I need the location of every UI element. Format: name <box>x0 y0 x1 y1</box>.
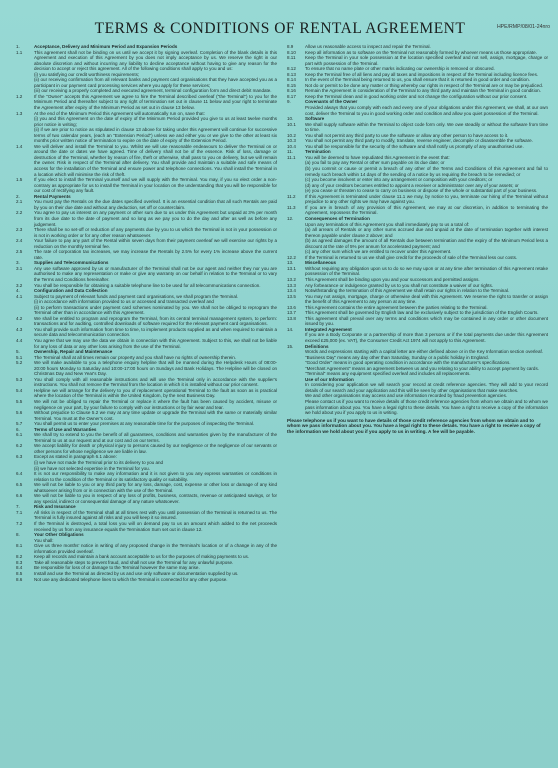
clause-number: 2.5 <box>16 249 23 255</box>
clause-text: Rental Payments <box>34 193 71 199</box>
clause-text: Subject to payment of relevant funds and payment card organisations, we shall program the Terminal. <box>34 293 239 299</box>
clause-number: 11.1 <box>287 154 296 160</box>
clause-text: (d) any of your creditors becomes entitled to appoint a receiver or administrator over any of your assets; or <box>305 182 519 188</box>
clause-text: You agree that we may use the data we obtain in connection with this Agreement. Subject to this, we shall not be liable for any loss of data or any other loss arising from the use of the Terminal. <box>34 337 277 349</box>
clause-number: 6.1 <box>16 432 23 438</box>
clause-number: 2.4 <box>16 238 23 244</box>
clause-item <box>16 471 277 482</box>
clause-text: (ii) our receiving confirmation from all relevant banks and payment card organisations that they have accepted you as a participant in our payment card processing services where you apply for these services; <box>34 77 277 88</box>
clause-number: 8.2 <box>16 554 23 560</box>
clause-item <box>16 116 277 127</box>
clause-text: We will not be obliged to repair the Terminal or replace it where the fault has been caused by accident, misuse or negligence on your part, by your failure to comply with our instructions or by fair wear and tear. <box>34 399 277 410</box>
clause-number: 8.17 <box>287 93 296 99</box>
clause-item <box>16 199 277 210</box>
clause-number: 6. <box>16 426 20 432</box>
clause-number: 5.7 <box>16 421 23 427</box>
clause-text: If you are in breach of any provision of this Agreement, we may at our discretion, in addition to terminating the Agreement, repossess the Terminal. <box>305 204 548 216</box>
clause-text: (b) you commit or cause or permit a breach of any other of the Terms and Conditions of this Agreement and fail to remedy such breach within 14 days of the sending of a notice by us requiring the breach to be remedied; or <box>305 166 548 177</box>
clause-text: (ii) if we are prior to notice as stipulated in clause 13 above for taking under this Agreement will continue for successive terms of two calendar years, (each an "Extension Period") unless we and either you or we give to the other at least six months prior written notice of termination to expire on the date of expiry of the Extension Period. <box>34 127 277 144</box>
clause-number: 8.5 <box>16 570 23 576</box>
clause-item <box>287 55 548 66</box>
clause-text: Integrated Agreement <box>305 326 352 332</box>
clause-number: 8.13 <box>287 71 296 77</box>
clause-number: 8. <box>16 532 20 538</box>
clause-text: You shall not permit any third party to modify, translate, reverse engineer, decompile or disassemble the software. <box>305 138 533 144</box>
clause-number: 10.2 <box>287 132 296 138</box>
clause-number: 9. <box>287 99 291 105</box>
clause-text: This Agreement contains the entire agreement between the parties relating to the Terminal. <box>305 304 488 310</box>
clause-number: 7.1 <box>16 509 23 515</box>
clause-number: 13.2 <box>287 276 296 282</box>
clause-item <box>16 482 277 493</box>
clause-number: 12. <box>287 215 294 221</box>
clause-text: Keep the Terminal free of all liens and pay all taxes and impositions in respect of the Terminal including licence fees. <box>305 71 539 77</box>
clause-number: 10.3 <box>287 138 296 144</box>
clause-text: (i) in accordance with information provided to us or accessed and transacted overleaf and <box>34 299 214 305</box>
clause-text: Termination <box>305 149 331 155</box>
clause-number: 7. <box>16 504 20 510</box>
clause-item <box>16 377 277 388</box>
clause-number: 15. <box>287 343 294 349</box>
clause-text: Covenants of the Owner <box>305 99 358 105</box>
clause-number: 5.6 <box>16 410 23 416</box>
clause-number: 10. <box>287 116 294 122</box>
clause-text: (i) you satisfying our credit worthiness requirements; <box>34 71 140 77</box>
clause-text: Give us three months' notice in writing of any proposed change in the Terminal's location or of a change in any of the information provided overleaf. <box>34 543 277 554</box>
clause-text: Words and expressions starting with a capital letter are either defined above or in the Key Information section overleaf. <box>305 349 543 355</box>
clause-number: 5.3 <box>16 376 23 382</box>
terms-columns <box>16 44 548 762</box>
clause-text: We accept liability for death or physical injury to persons caused by our negligence or the negligence of our servants or other persons for whose negligence we are liable in law. <box>34 443 277 454</box>
clause-item <box>16 338 277 349</box>
clause-item <box>287 266 548 277</box>
clause-number: 13. <box>287 260 294 266</box>
clause-text: At the end of the Minimum Period this Agreement will automatically run on, save that: <box>34 110 205 116</box>
clause-number: 4.2 <box>16 315 23 321</box>
clause-number <box>287 166 303 177</box>
clause-number: 2.1 <box>16 199 23 205</box>
clause-number <box>16 127 32 144</box>
clause-number: 2. <box>16 193 20 199</box>
clause-item <box>287 294 548 305</box>
clause-text: Provided always that you comply with each and every one of your obligations under this Agreement, we shall, at our own cost, deliver the Terminal to you in good working order and condition and allow you quiet possession of the Terminal. <box>305 105 548 116</box>
clause-item <box>287 166 548 177</box>
clause-number <box>287 105 303 116</box>
clause-text: We will make available to you a telephone enquiry helpline that will be manned during the Helpdesk Hours of 08:00-20:00 hours Monday to Saturday and 10:00-17:00 hours on Sundays and Bank Holidays. The Helpline will be closed on Christmas Day and New Year's Day. <box>34 360 277 377</box>
clause-text: Keep all records and maintain a bank account acceptable to us for the purposes of making payments to us. <box>34 554 250 560</box>
clause-text: (ii) we have not selected expertise in the Terminal for you. <box>34 465 150 471</box>
clause-text: We will not be liable to you in respect of any loss of profits, business, contracts, revenue or anticipated savings, or for any special, indirect or consequential damage of any nature whatsoever. <box>34 493 277 504</box>
clause-text: Consequences of Termination <box>305 215 370 221</box>
clause-text: We and other organisations may access and use information recorded by fraud prevention agencies. <box>305 393 508 399</box>
clause-text: (iii) our receiving a properly completed and executed agreement, terminal configuration form and direct debit mandate. <box>34 88 272 94</box>
clause-text: Acceptance, Delivery and Minimum Period and Expansion Periods <box>34 44 178 49</box>
clause-number: 10.4 <box>287 143 296 149</box>
clause-number <box>16 77 32 88</box>
clause-text: This agreement shall prevail over any terms and conditions which may be contained in any order or other document issued by you. <box>305 315 548 327</box>
clause-number: 6.2 <box>16 443 23 449</box>
clause-number: 13.7 <box>287 310 296 316</box>
clause-item <box>16 249 277 260</box>
clause-text: Any use software approved by us or manufacturer of the Terminal shall not be our agent and neither they nor you are authorised to make any representation or make or give any warranty on our behalf in relation to the Terminal or to vary the Terms and Conditions hereinafter. <box>34 265 277 282</box>
clause-number: 10.1 <box>287 121 296 127</box>
clause-number: 8.6 <box>16 576 23 582</box>
clause-text: Without prejudice to Clause 5.2 we may at any time update or upgrade the Terminal with the same or materially similar Terminal. You must at the Owner's cost. <box>34 410 277 421</box>
clause-text: "Good Order" means in good operating condition in accordance with the manufacturer's specifications. <box>305 360 511 366</box>
clause-item <box>16 493 277 504</box>
clause-text: You shall permit us to enter your premises at any reasonable time for the purposes of inspecting the Terminal. <box>34 421 255 427</box>
clause-number: 1. <box>16 44 20 49</box>
clause-text: Ownership, Repair and Maintenance <box>34 349 113 355</box>
clause-item <box>287 399 548 416</box>
clause-item <box>287 227 548 238</box>
clause-text: All risks in respect of the Terminal shall at all times rest with you until possession of the Terminal is returned to us. The Terminal is fully insured against all risks and you will keep it so insured. <box>34 509 277 521</box>
clause-text: Without requiring any obligation upon us to do so we may upon or at any time after termination of this Agreement retake possession of the Terminal. <box>305 265 548 277</box>
clause-item <box>16 127 277 144</box>
clause-item <box>16 316 277 327</box>
clause-text: Not do or permit to be done any matter or thing whereby our rights in respect of the Terminal are or may be prejudiced. <box>305 82 543 88</box>
clause-item <box>16 177 277 194</box>
clause-number: 3.1 <box>16 265 23 271</box>
clause-number: 8.16 <box>287 88 296 94</box>
clause-item <box>16 144 277 177</box>
clause-text: Please contact us if you want to receive details of those credit reference agencies from whom we obtain and to whom we pass information about you. You have a legal right to these details. You have a right to receive a copy of the information we hold about you if you apply to us in writing. <box>305 399 548 416</box>
clause-text: Upon any termination of this Agreement you shall immediately pay to us a total of: <box>305 221 470 227</box>
clause-text: This Agreement shall be binding upon you and your successors and permitted assigns. <box>305 276 480 282</box>
clause-text: We will not be liable to you or any third party for any loss, damage, cost, expense or other loss or damage of any kind whatsoever arising from or in connection with the use of the Terminal. <box>34 482 277 493</box>
clause-text: This agreement shall not be binding on us until we accept it by signing overleaf. Completion of the blank details in this Agreement and execution of this Agreement by you does not imply acceptance by us. We reserve the right in our absolute discretion and without incurring any liability to decline acceptance without having to give any reason for the decision to accept or reject this agreement. All of the following conditions shall apply to you and us: <box>34 49 277 72</box>
clause-text: If you elect to install the Terminal yourself and we will supply with the Terminal. You may, if you so elect order a non-contrary as appropriate for us to install the Terminal in your location on the understanding that you will be responsible for our cost of rectifying any fault. <box>34 177 277 194</box>
clause-number: 8.15 <box>287 82 296 88</box>
clause-number: 6.6 <box>16 493 23 499</box>
clause-number: 8.14 <box>287 77 296 83</box>
clause-number <box>287 238 303 249</box>
clause-text: (b) as agreed damages the amount of all Rentals due between termination and the expiry of the Minimum Period less a discount at the rate of 5% per annum for accelerated payment; and <box>305 238 548 249</box>
clause-number: 1.4 <box>16 143 23 149</box>
clause-text: (c) you become insolvent or enter into any arrangement or composition with your creditors; or <box>305 177 493 183</box>
clause-text: The rate of corporation tax increases, we may increase the Rentals by 2.5% for every 1% increase above the current rate. <box>34 249 277 260</box>
clause-number: 6.4 <box>16 471 23 477</box>
clause-number: 1.5 <box>16 177 23 183</box>
clause-text: Keep the Terminal clean and in good working order and not change the configuration without our prior consent. <box>305 93 528 99</box>
clause-number: 4. <box>16 288 20 294</box>
clause-text: Your Other Obligations <box>34 532 84 538</box>
clause-item <box>287 332 548 343</box>
clause-item <box>287 238 548 249</box>
clause-number: 8.10 <box>287 49 296 55</box>
clause-text: You shall be responsible for obtaining a suitable telephone line to be used for all telecommunications connection. <box>34 282 261 288</box>
clause-text: We shall supply software within the Terminal to object code form only. We owe steadily or without the software from time to time. <box>305 121 548 133</box>
clause-text: "Terminal" means any equipment specified overleaf and includes all replacements. <box>305 371 471 377</box>
clause-text: Software <box>305 116 325 122</box>
clause-number: 4.1 <box>16 293 23 299</box>
clause-number: 8.1 <box>16 543 23 549</box>
clause-item <box>16 443 277 454</box>
clause-text: You agree to pay us interest on any payment or other sum due to us under this Agreement but unpaid at 3% per month from its due date to the date of payment and so long as we pay you to do the day and after as well as before any judgement. <box>34 210 277 227</box>
clause-number: 3. <box>16 260 20 266</box>
clause-text: Terms of Use and Warranties <box>34 426 97 432</box>
clause-number: 13.1 <box>287 265 296 271</box>
clause-number: 12.2 <box>287 254 296 260</box>
clause-item <box>16 543 277 554</box>
closing-note: Please telephone us if you want to have details of those credit reference agencies from whom we obtain and to whom we pass information about you. You have a legal right to these details. You have a right to receive a copy of the information we hold about you if you apply to us in writing. A fee will be payable. <box>287 417 541 435</box>
clause-number <box>16 305 32 316</box>
clause-number: 11. <box>287 149 293 155</box>
clause-text: Except as stated in paragraph 6.1 above: <box>34 454 117 460</box>
clause-item <box>16 521 277 532</box>
clause-number: 1.1 <box>16 49 23 55</box>
terms-column-right <box>287 44 548 762</box>
clause-number: 7.2 <box>16 521 23 527</box>
clause-text: You shall: <box>34 537 54 543</box>
clause-text: Supplies and Telecommunications <box>34 260 109 266</box>
clause-text: Helpline we will arrange for the delivery to you of replacement operational Terminal to the fault as soon as is practical where the location of the Terminal is within the United Kingdom, by the next Business Day. <box>34 387 277 399</box>
clause-number: 5.4 <box>16 387 23 393</box>
clause-item <box>16 360 277 377</box>
clause-number: 13.4 <box>287 288 296 294</box>
clause-text: You shall be responsible for the security of the software and shall notify us promptly of any unauthorised use. <box>305 143 524 149</box>
clause-number <box>287 227 303 238</box>
clause-number: 13.3 <box>287 282 296 288</box>
clause-number: 2.2 <box>16 210 23 216</box>
clause-text: You must pay the Rentals on the due dates specified overleaf. It is an essential condition that all such Rentals are paid by you on their due date and without any deduction, set off or counterclaim. <box>34 199 277 210</box>
clause-text: We shall try to extend to you the benefit of all guarantees, conditions and warranties given by the manufacturer of the Terminal to us at our request and at our cost and on our terms. <box>34 432 277 443</box>
clause-number <box>287 382 303 393</box>
clause-number <box>287 399 303 416</box>
clause-item <box>287 316 548 327</box>
clause-item <box>16 210 277 227</box>
clause-text: Be responsible for loss of or damage to the Terminal however the same may arise. <box>34 565 200 571</box>
clause-number: 2.3 <box>16 227 23 233</box>
clause-text: There shall be no set-off or reduction of any payments due by you to us which the Terminal is not in your possession or is not in working order or for any other reason whatsoever. <box>34 227 277 238</box>
clause-text: You shall provide such information from time to time, to implement products supplied as and when required to maintain a secure data and telecommunication connection. <box>34 326 277 338</box>
clause-text: In considering your application we will search your record at credit reference agencies. They will add to your record details of our search and your application and this will be seen by other organisations that make searches. <box>305 382 548 393</box>
clause-number: 13.8 <box>287 315 296 321</box>
clause-number: 4.4 <box>16 337 23 343</box>
clause-text: It is not our responsibility to make any information and it is not given to you any express warranties or conditions in relation to the condition of the Terminal or its satisfactory quality or suitability. <box>34 471 277 482</box>
clause-text: Allow us reasonable access to inspect and repair the Terminal. <box>305 44 431 49</box>
clause-text: Your failure to pay any part of the Rental within seven days from their payment overleaf we will exercise our rights by a reduction on the monthly terminal fee. <box>34 238 277 249</box>
clause-number: 4.3 <box>16 326 23 332</box>
clause-item <box>16 577 277 583</box>
clause-text: "Business Day" means any day other than Saturday, Sunday or a public holiday in England. <box>305 354 489 360</box>
clause-number: 1.2 <box>16 93 23 99</box>
clause-text: Definitions <box>305 343 329 349</box>
clause-number: 5.1 <box>16 354 23 360</box>
clause-text: You will be deemed to have repudiated this Agreement in the event that: <box>305 154 450 160</box>
clause-number <box>287 332 303 343</box>
clause-text: Keep the Terminal in your sole possession at the location specified overleaf and not sell, assign, mortgage, charge or part with possession of the Terminal. <box>305 55 548 66</box>
clause-item <box>16 399 277 410</box>
clause-text: In the event of the Terminal being returned to us, you shall ensure that it is returned in good order and condition. <box>305 77 530 83</box>
clause-text: "Merchant Agreement" means an agreement between us and you relating to your ability to accept payment by cards. <box>305 365 539 371</box>
clause-item <box>16 510 277 521</box>
clause-text: Miscellaneous <box>305 260 337 266</box>
clause-number: 13.5 <box>287 293 296 299</box>
clause-text: (c) any other sum which we are entitled to recover under this Agreement. <box>305 249 452 255</box>
clause-item <box>287 382 548 393</box>
clause-text: This Agreement shall be governed by English law and be exclusively subject to the jurisdiction of the English Courts. <box>305 310 539 316</box>
clause-number: 3.2 <box>16 282 23 288</box>
clause-item <box>16 410 277 421</box>
clause-text: You shall not permit any third party to use the software or allow any other person to have access to it. <box>305 132 509 138</box>
clause-number: 11.3 <box>287 204 296 210</box>
clause-text: If the Terminal is returned to us we shall give credit for the proceeds of sale of the Terminal less our costs. <box>305 254 518 260</box>
clause-item <box>287 194 548 205</box>
clause-text: If you are a Body Corporate or a partnership of more than 3 persons or if the total payments due under this Agreement exceed £25,000 (ex. VAT), the Consumer Credit Act 1974 will not apply to this Agreement. <box>305 332 548 343</box>
clause-text: We shall be entitled to program and reprogram the Terminal, from its central terminal management system, to perform: transactions and for auditing, controlled downloads of software required for the relevant payment card organisations. <box>34 315 277 327</box>
clause-number: 6.3 <box>16 454 23 460</box>
clause-item <box>16 238 277 249</box>
clause-item <box>287 122 548 133</box>
clause-number: 5.2 <box>16 360 23 366</box>
clause-number <box>16 116 32 127</box>
clause-text: The Terminal shall at all times remain our property and you shall have no rights of ownership therein. <box>34 354 237 360</box>
clause-text: Remain the Agreement in consideration of the Terminal to any third party and maintain the Terminal in good condition. <box>305 88 541 94</box>
clause-text: Install and use the Terminal as directed by us and use only software or documentation supplied by us. <box>34 570 239 576</box>
clause-number: 8.12 <box>287 66 296 72</box>
clause-number: 14. <box>287 326 294 332</box>
clause-text: (ii) to perform transactions under payment card schemes nominated by you. We shall not be obliged to reprogram the Terminal other than in accordance with this Agreement. <box>34 304 277 316</box>
clause-text: If the "Owner" accepts this Agreement we agree to hire the Terminal described overleaf ("the Terminal") to you for the Minimum Period and thereafter subject to any right of termination set out in clause 11 below and your right to terminate the Agreement after expiry of the Minimum Period as set out in clause 13 below. <box>34 93 277 111</box>
clause-text: Not use any dedicated telephone lines to which the Terminal is connected for any other purpose. <box>34 576 228 582</box>
clause-number: 8.4 <box>16 565 23 571</box>
clause-text: (i) we have not made the Terminal prior to its delivery to you and <box>34 460 164 466</box>
clause-text: (i) you and this Agreement on the date of expiry of the Minimum Period provided you give to us at least twelve months prior notice in writing; <box>34 116 277 127</box>
clause-item <box>16 432 277 443</box>
clause-text: To ensure that no name plate or other marks indicating our ownership is removed or obscured. <box>305 66 495 72</box>
clause-item <box>16 388 277 399</box>
clause-text: Any forbearance or indulgence granted by us to you shall not constitute a waiver of our rights. <box>305 282 494 288</box>
clause-text: Use of our Information <box>305 376 354 382</box>
clause-text: (e) you cease or threaten to cease to carry on business or dispose of the whole or substantial part of your business. <box>305 188 538 194</box>
clause-item <box>16 305 277 316</box>
clause-text: Notwithstanding the termination of this Agreement we shall retain our rights in relation to the Terminal. <box>305 288 510 294</box>
clause-text: Keep all information as to software on the Terminal not reasonably formed by whoever means us those appropriate. <box>305 49 537 55</box>
clause-text: If the Terminal is destroyed, a total loss you will on demand pay to us an amount which added to the net proceeds received by us from any insurance equals the Termination Sum set out in clause 12. <box>34 521 277 532</box>
document-header <box>10 20 550 46</box>
clause-number: 8.3 <box>16 559 23 565</box>
clause-item <box>16 50 277 72</box>
clause-item <box>287 205 548 216</box>
terms-column-left <box>16 44 277 762</box>
clause-number: 8.11 <box>287 55 296 61</box>
clause-number: 8.9 <box>287 44 294 49</box>
clause-item <box>16 94 277 111</box>
clause-text: If this Agreement is terminated under clause 11.1 we may, by notice to you, terminate our hiring of the Terminal without prejudice to any other rights we may have against you. <box>305 193 548 205</box>
clause-number: 6.5 <box>16 482 23 488</box>
clause-item <box>16 266 277 283</box>
clause-number: 5. <box>16 349 20 355</box>
clause-number: 13.6 <box>287 304 296 310</box>
clause-number: 1.3 <box>16 110 23 116</box>
clause-item <box>16 327 277 338</box>
clause-text: (a) you fail to pay any Rental or other sum payable on its due date; or <box>305 160 445 166</box>
clause-text: Risk and Insurance <box>34 504 76 510</box>
clause-number: 5.5 <box>16 399 23 404</box>
clause-number: 11.2 <box>287 193 296 199</box>
document-title: TERMS & CONDITIONS OF RENTAL AGREEMENT <box>94 20 466 37</box>
clause-item <box>16 227 277 238</box>
clause-item <box>287 105 548 116</box>
clause-text: We will deliver and install the Terminal to you. Whilst we will use reasonable endeavours to deliver the Terminal on or around the date or dates we have agreed. Time of delivery shall not be of the essence. Risk of loss, damage or destruction of the Terminal, whether by reason of fire, theft or otherwise, shall pass to you on delivery, but we will remain the owner. Risk in respect of the Terminal after delivery. You shall provide and maintain a suitable and safe means of access for the installation of the Terminal and ensure power and telephone connections. You shall install the Terminal in a location which will minimise the risk of theft. <box>34 143 277 177</box>
clause-text: Configuration and Data Collection <box>34 288 108 294</box>
clause-text: You may not assign, mortgage, charge or otherwise deal with this Agreement. We reserve the right to transfer or assign the benefit of this Agreement to any person at any time. <box>305 293 548 305</box>
clause-text: Take all reasonable steps to prevent fraud, and shall not use the Terminal for any unlawful purpose. <box>34 559 234 565</box>
document-reference: HPE/RMP/08/01-24nro <box>496 24 550 30</box>
clause-text: (a) all arrears of Rentals or any other sums accrued due and unpaid at the date of termination together with interest thereon payable under clause 2 above; and <box>305 227 548 238</box>
clause-item <box>16 77 277 88</box>
clause-text: You shall comply with all reasonable instructions and will use the Terminal only in accordance with the supplier's instructions. You shall not remove the Terminal from the location in which it is installed without our prior consent. <box>34 376 277 388</box>
